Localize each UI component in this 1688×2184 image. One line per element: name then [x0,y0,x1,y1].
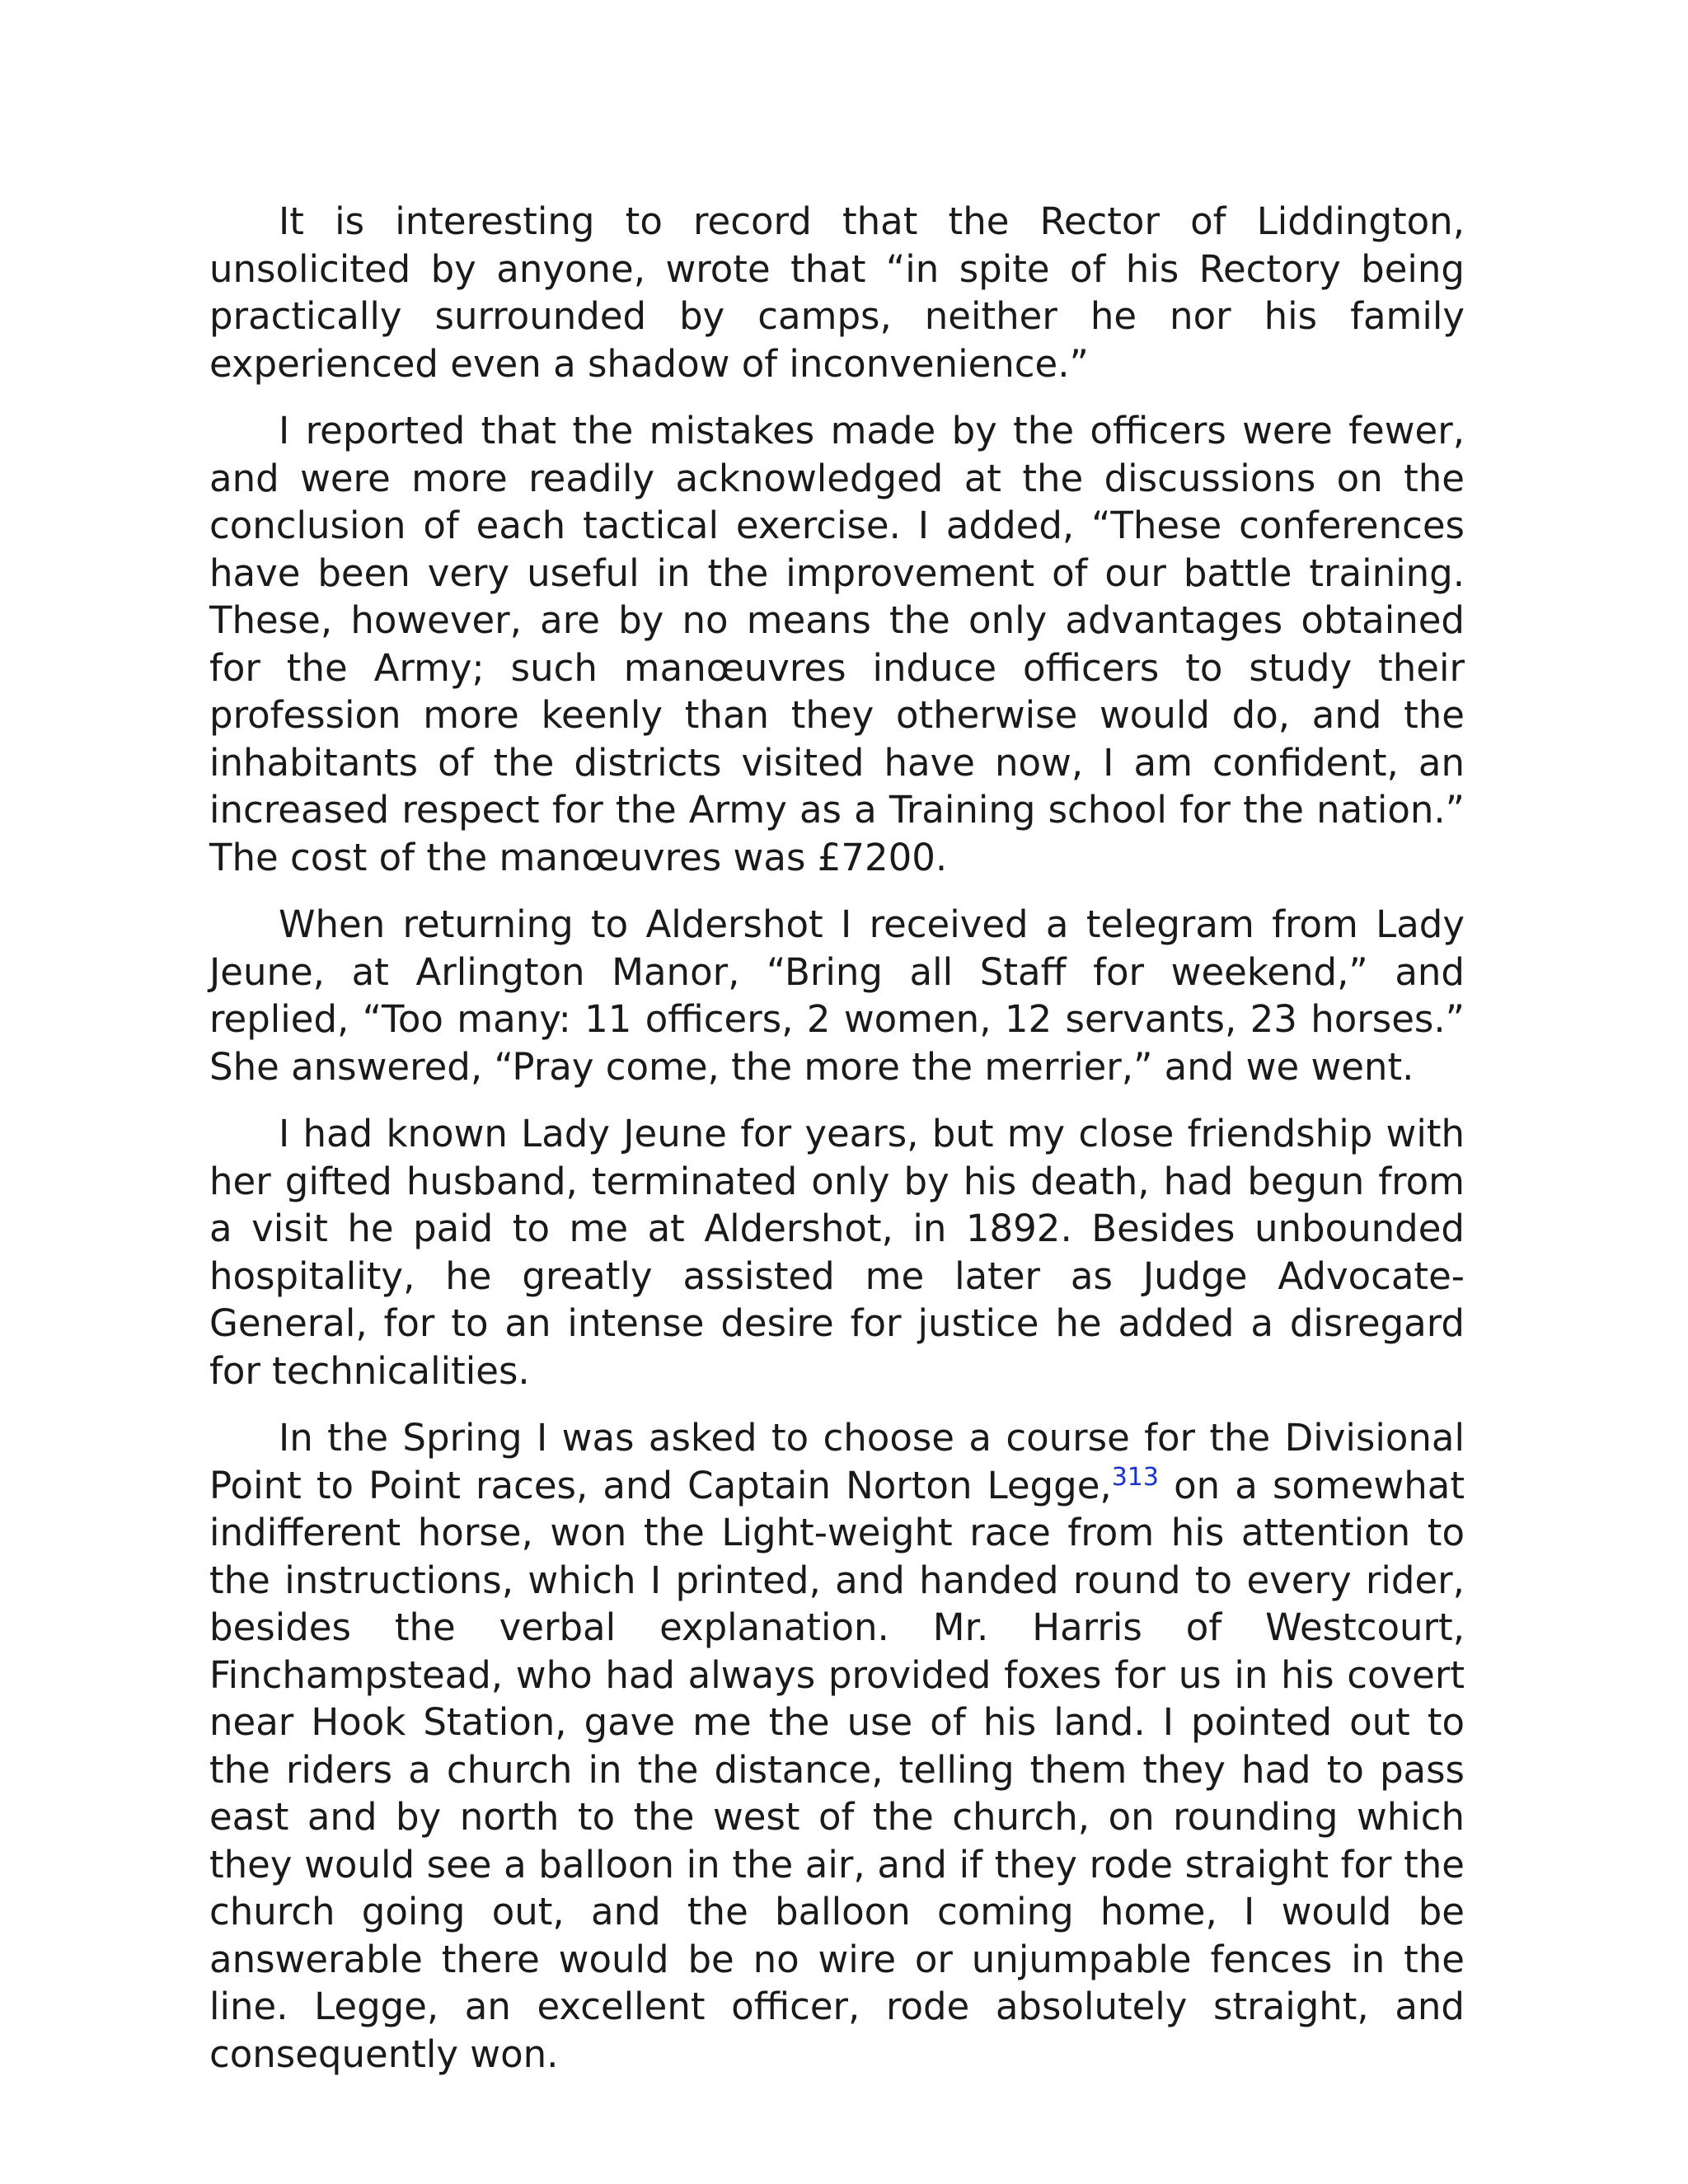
paragraph-point-to-point-races [209,1414,1465,2078]
paragraph-friendship-jeune: I had known Lady Jeune for years, but my close friendship with her gifted husband, terminated only by his death, had begun from a visit he paid to me at Aldershot, in 1892. Besides unbounded hospitality, he greatly assisted me later as Judge Advocate-General, for to an intense desire for justice he added a disregard for technicalities. [209,1112,1465,1393]
paragraph-text-before-footnote: In the Spring I was asked to choose a course for the Divisional Point to Point races, and Captain Norton Legge, [209,1416,1465,1507]
page-body [209,198,1465,2097]
paragraph-rector-liddington: It is interesting to record that the Rector of Liddington, unsolicited by anyone, wrote that “in spite of his Rectory being practically surrounded by camps, neither he nor his family experienced even a shadow of inconvenience.” [209,199,1465,386]
footnote-reference-link[interactable]: 313 [1111,1462,1159,1492]
paragraph-officers-mistakes: I reported that the mistakes made by the officers were fewer, and were more readily acknowledged at the discussions on the conclusion of each tactical exercise. I added, “These conferences have been very useful in the improvement of our battle training. These, however, are by no means the only advantages obtained for the Army; such manœuvres induce officers to study their profession more keenly than they otherwise would do, and the inhabitants of the districts visited have now, I am confident, an increased respect for the Army as a Training school for the nation.” The cost of the manœuvres was £7200. [209,409,1465,879]
paragraph-telegram-lady-jeune: When returning to Aldershot I received a telegram from Lady Jeune, at Arlington Manor, “Bring all Staff for weekend,” and replied, “Too many: 11 officers, 2 women, 12 servants, 23 horses.” She answered, “Pray come, the more the merrier,” and we went. [209,902,1465,1089]
paragraph-text-after-footnote: on a somewhat indifferent horse, won the Light-weight race from his attention to the instructions, which I printed, and handed round to every rider, besides the verbal explanation. Mr. Harris of Westcourt, Finchampstead, who had always provided foxes for us in his covert near Hook Station, gave me the use of his land. I pointed out to the riders a church in the distance, telling them they had to pass east and by north to the west of the church, on rounding which they would see a balloon in the air, and if they rode straight for the church going out, and the balloon coming home, I would be answerable there would be no wire or unjumpable fences in the line. Legge, an excellent officer, rode absolutely straight, and consequently won. [209,1463,1465,2076]
